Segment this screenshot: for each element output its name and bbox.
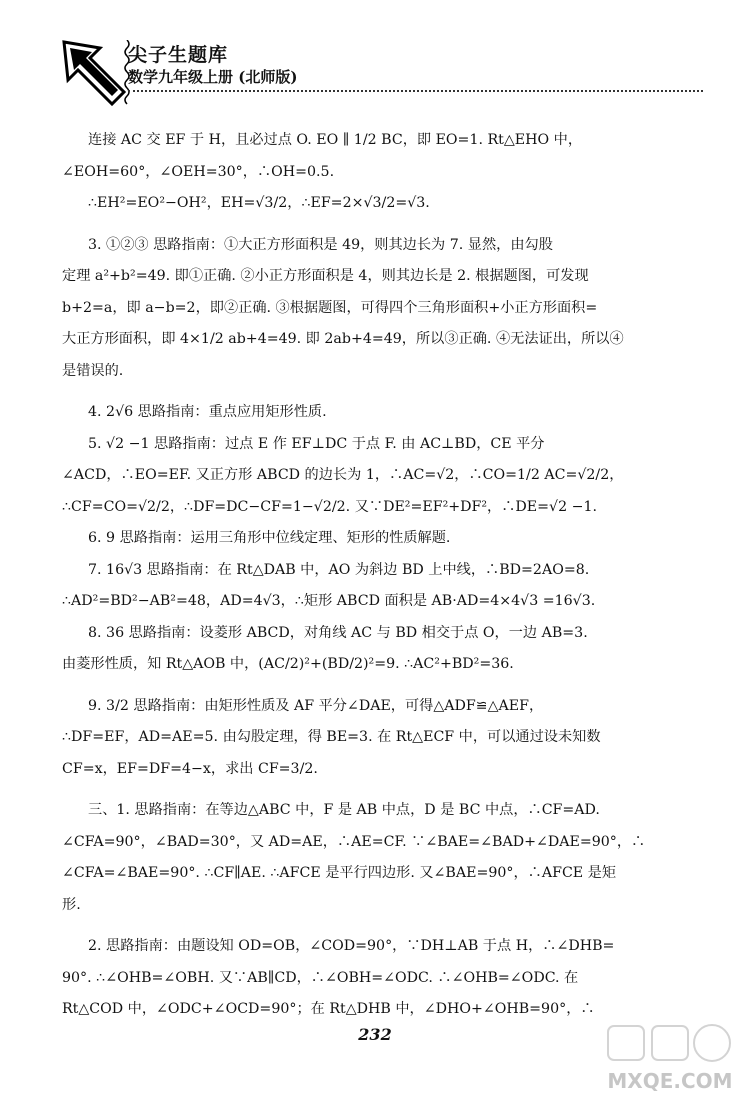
text-line: 是错误的. xyxy=(62,362,124,379)
book-subtitle: 数学九年级上册 (北师版) xyxy=(128,68,298,86)
text-line: 定理 a²+b²=49. 即①正确. ②小正方形面积是 4，则其边长是 2. 根据题图，可发现 xyxy=(62,268,589,284)
text-line: 形. xyxy=(62,896,81,913)
answer-content xyxy=(62,125,688,1026)
book-brand-title: 尖子生题库 xyxy=(128,44,229,66)
watermark-logo xyxy=(600,1020,740,1100)
text-line: ∴AD²=BD²−AB²=48，AD=4√3，∴矩形 ABCD 面积是 AB·AD=4×4√3 =16√3. xyxy=(62,593,596,609)
text-line: 3. ①②③ 思路指南：①大正方形面积是 49，则其边长为 7. 显然，由勾股 xyxy=(88,236,553,253)
text-line: ∠ACD，∴EO=EF. 又正方形 ABCD 的边长为 1，∴AC=√2，∴CO=1/2 AC=√2/2， xyxy=(62,467,624,483)
text-line: b+2=a，即 a−b=2，即②正确. ③根据题图，可得四个三角形面积+小正方形面积= xyxy=(62,299,598,316)
text-line: ∴CF=CO=√2/2，∴DF=DC−CF=1−√2/2. 又∵DE²=EF²+DF²，∴DE=√2 −1. xyxy=(62,498,598,515)
text-line: 90°. ∴∠OHB=∠OBH. 又∵AB∥CD，∴∠OBH=∠ODC. ∴∠OHB=∠ODC. 在 xyxy=(62,969,579,986)
text-line: 9. 3/2 思路指南：由矩形性质及 AF 平分∠DAE，可得△ADF≌△AEF， xyxy=(88,697,544,714)
watermark-text: MXQE.COM xyxy=(607,1069,733,1093)
text-line: 4. 2√6 思路指南：重点应用矩形性质. xyxy=(88,404,327,420)
text-line: ∠EOH=60°，∠OEH=30°，∴OH=0.5. xyxy=(62,163,335,180)
text-line: 2. 思路指南：由题设知 OD=OB，∠COD=90°，∵DH⊥AB 于点 H，∴∠DHB= xyxy=(88,938,615,954)
text-line: 由菱形性质，知 Rt△AOB 中，(AC/2)²+(BD/2)²=9. ∴AC²+BD²=36. xyxy=(62,656,514,672)
page-number: 232 xyxy=(358,1025,392,1044)
arrow-logo-icon xyxy=(60,38,130,108)
text-line: ∴EH²=EO²−OH²，EH=√3/2，∴EF=2×√3/2=√3. xyxy=(88,195,430,211)
page-header xyxy=(60,30,700,110)
text-line: Rt△COD 中，∠ODC+∠OCD=90°；在 Rt△DHB 中，∠DHO+∠OHB=90°，∴ xyxy=(62,1001,595,1017)
text-line: ∠CFA=∠BAE=90°. ∴CF∥AE. ∴AFCE 是平行四边形. 又∠BAE=90°，∴AFCE 是矩 xyxy=(62,865,617,881)
text-line: 大正方形面积，即 4×1/2 ab+4=49. 即 2ab+4=49，所以③正确. ④无法证出，所以④ xyxy=(62,331,624,347)
text-line: 5. √2 −1 思路指南：过点 E 作 EF⊥DC 于点 F. 由 AC⊥BD，CE 平分 xyxy=(88,435,545,452)
header-dotted-rule xyxy=(128,90,703,92)
text-line: 8. 36 思路指南：设菱形 ABCD，对角线 AC 与 BD 相交于点 O，一边 AB=3. xyxy=(88,624,588,641)
text-line: 7. 16√3 思路指南：在 Rt△DAB 中，AO 为斜边 BD 上中线，∴BD=2AO=8. xyxy=(88,561,590,578)
text-line: CF=x，EF=DF=4−x，求出 CF=3/2. xyxy=(62,760,318,777)
text-line: 连接 AC 交 EF 于 H，且必过点 O. EO ∥ 1/2 BC，即 EO=1. Rt△EHO 中， xyxy=(88,132,583,148)
text-line: 三、1. 思路指南：在等边△ABC 中，F 是 AB 中点，D 是 BC 中点，∴CF=AD. xyxy=(88,802,600,818)
text-line: ∠CFA=90°，∠BAD=30°，又 AD=AE，∴AE=CF. ∵∠BAE=∠BAD+∠DAE=90°，∴ xyxy=(62,833,646,850)
text-line: 6. 9 思路指南：运用三角形中位线定理、矩形的性质解题. xyxy=(88,530,451,546)
text-line: ∴DF=EF，AD=AE=5. 由勾股定理，得 BE=3. 在 Rt△ECF 中，可以通过设未知数 xyxy=(62,729,601,745)
